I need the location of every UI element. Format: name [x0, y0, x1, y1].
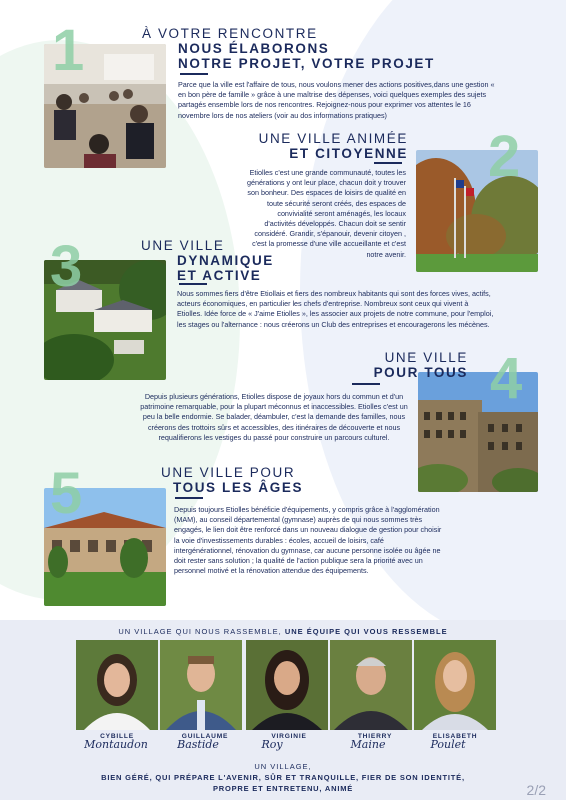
portrait-1	[76, 640, 158, 730]
section-4-body: Depuis plusieurs générations, Etiolles dispose de joyaux hors du commun et d'un patrimoine remarquable, pour la plupart méconnus et inaccessibles. Etiolles c'est un peu la belle endormie. Se balader, déambuler, c'est la demande des familles, nous créerons des trottoirs sûrs et accessibles, des itinéraires de découverte et nous requalifierons les vestiges du passé pour construire un parcours culturel.	[140, 392, 408, 442]
section-2-title-bold-1: ET CITOYENNE	[289, 146, 408, 162]
section-3-title-light: UNE VILLE	[141, 238, 225, 253]
member-3-signature: Roy	[261, 738, 283, 751]
section-3-title-bold-1: DYNAMIQUE	[177, 253, 274, 269]
section-4-title	[374, 350, 468, 380]
section-1-title-light: À VOTRE RENCONTRE	[142, 26, 318, 41]
section-5-title-bold-1: TOUS LES ÂGES	[173, 480, 304, 496]
section-number-5: 5	[50, 461, 83, 526]
team-heading	[0, 627, 566, 636]
team-heading-bold: UNE ÉQUIPE QUI VOUS RESSEMBLE	[284, 627, 448, 636]
member-1-signature: Montaudon	[84, 738, 148, 751]
member-2-signature: Bastide	[177, 738, 219, 751]
section-4-title-light: UNE VILLE	[384, 350, 468, 365]
team-heading-light: UN VILLAGE QUI NOUS RASSEMBLE,	[118, 627, 285, 636]
portrait-3	[246, 640, 328, 730]
section-5-title-light: UNE VILLE POUR	[161, 465, 296, 480]
member-3-first-name: VIRGINIE	[271, 733, 307, 740]
section-4-underline	[352, 383, 380, 385]
section-3-title	[141, 238, 274, 283]
section-2-title-light: UNE VILLE ANIMÉE	[258, 131, 408, 146]
portrait-2	[160, 640, 242, 730]
section-4-title-bold-1: POUR TOUS	[373, 365, 468, 381]
section-5-title	[161, 465, 303, 495]
section-1-title	[142, 26, 435, 71]
section-number-3: 3	[50, 234, 83, 299]
section-1-body: Parce que la ville est l'affaire de tous, nous voulons mener des actions positives,dans une gestion « en bon père de famille » grâce à une maîtrise des dépenses, voici quelques exemples des sujets partagés ensemble lors de nos rencontres. Rejoignez-nous pour exprimer vos attentes le 16 novembre lors de nos ateliers (voir au dos informations pratiques)	[178, 80, 495, 120]
member-4-signature: Maine	[350, 738, 386, 751]
section-number-1: 1	[52, 18, 85, 83]
footer-line-1: UN VILLAGE,	[254, 762, 312, 771]
section-2-body: Etiolles c'est une grande communauté, toutes les générations y ont leur place, chacun doit y trouver son bonheur. Des espaces de loisirs de qualité en toute sécurité seront créés, des espaces de convivialité seront aménagés, les locaux d'activités développés. Chacun doit se sentir considéré. Grandir, s'épanouir, devenir citoyen , c'est la promesse d'une ville accueillante et c'est notre avenir.	[246, 168, 406, 259]
section-3-body: Nous sommes fiers d'être Etiollais et fiers des nombreux habitants qui sont des forces vives, actifs, acteurs économiques, en particulier les chefs d'entreprise. Nombreux sont ceux qui vivent à Etiolles. Idée force de « J'aime Etiolles », les associer aux projets de notre commune, pour l'emploi, les stages ou l'alternance : nous créerons un Club des entreprises et encouragerons les mécènes.	[177, 289, 494, 329]
section-2-underline	[374, 162, 402, 164]
section-number-2: 2	[488, 124, 521, 189]
page-number: 2/2	[526, 782, 546, 798]
section-2-title	[259, 131, 408, 161]
member-1-first-name: CYBILLE	[100, 733, 134, 740]
section-5-body: Depuis toujours Etiolles bénéficie d'équipements, y compris grâce à l'agglomération (MAM), au conseil départemental (gymnase) auprès de qui nous sommes très engagés, le lien doit être renforcé dans un nouveau dialogue de gestion pour choisir la voie d'investissements durables : écoles, accueil de loisirs, café intergénérationnel, rénovation du gymnase, car aucune personne isolée ou âgée ne doit rester sans solution ; la qualité de l'action publique sera la priorité avec un personnel motivé et la rénovation attendue des équipements.	[174, 505, 442, 576]
footer-line-2: BIEN GÉRÉ, QUI PRÉPARE L'AVENIR, SÛR ET TRANQUILLE, FIER DE SON IDENTITÉ,	[101, 773, 465, 782]
footer-line-3: PROPRE ET ENTRETENU, ANIMÉ	[212, 784, 354, 793]
member-5-signature: Poulet	[430, 738, 466, 751]
section-1-title-bold-1: NOUS ÉLABORONS	[178, 41, 330, 57]
section-3-underline	[179, 283, 207, 285]
section-3-title-bold-2: ET ACTIVE	[177, 268, 262, 284]
member-2-first-name: GUILLAUME	[181, 733, 229, 740]
section-5-underline	[175, 497, 203, 499]
portrait-5	[414, 640, 496, 730]
section-number-4: 4	[490, 346, 523, 411]
section-1-underline	[180, 73, 208, 75]
member-4-first-name: THIERRY	[357, 733, 393, 740]
section-1-title-bold-2: NOTRE PROJET, VOTRE PROJET	[178, 56, 435, 72]
member-5-first-name: ELISABETH	[432, 733, 478, 740]
portrait-4	[330, 640, 412, 730]
